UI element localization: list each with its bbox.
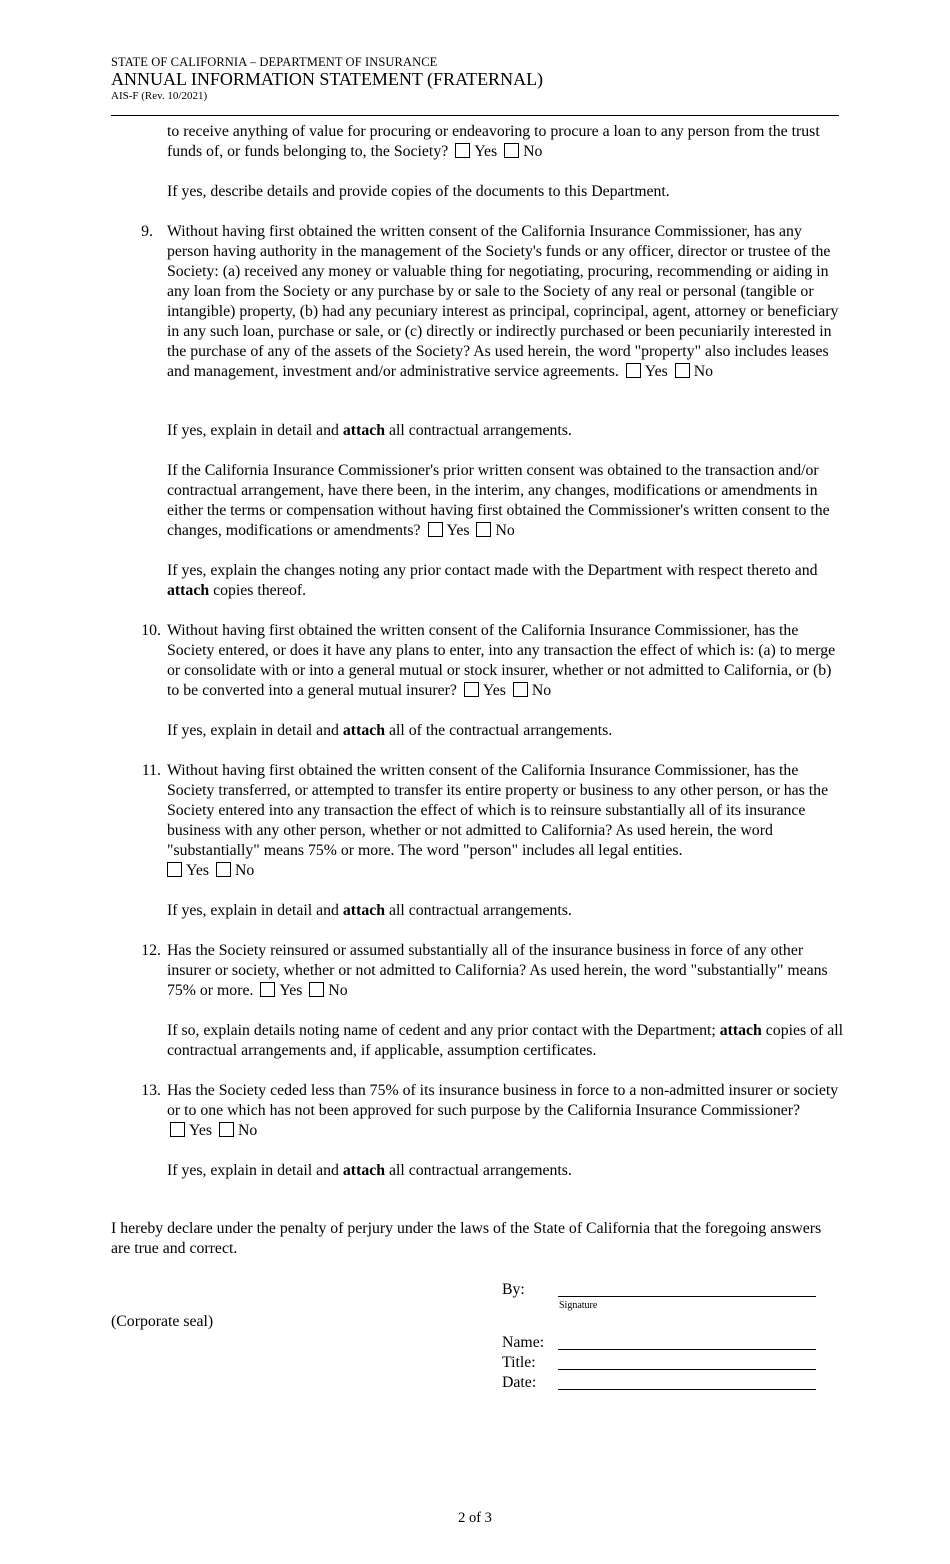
q12-followup-text: If so, explain details noting name of cedent and any prior contact with the Department;: [167, 1022, 716, 1039]
q9-followup-end: all contractual arrangements.: [388, 422, 572, 439]
title-field[interactable]: [558, 1369, 816, 1370]
q10-followup-text: If yes, explain in detail and: [167, 722, 339, 739]
q8-continued: [167, 122, 847, 162]
q13-yes-label: Yes: [189, 1122, 212, 1139]
date-label: Date:: [502, 1374, 537, 1391]
q12-yes-label: Yes: [279, 982, 303, 999]
q11-no-checkbox[interactable]: [216, 862, 231, 877]
by-label: By:: [502, 1281, 525, 1298]
q12-followup-end: copies of all contractual arrangements and, if applicable, assumption certificates.: [167, 1022, 843, 1059]
q10-followup: [167, 721, 847, 741]
q13-text: Has the Society ceded less than 75% of its insurance business in force to a non-admitted insurer or society or to one which has not been approved for such purpose by the California Insurance Commissioner?: [167, 1082, 839, 1119]
name-label: Name:: [502, 1334, 545, 1351]
q9-followup-attach: attach: [342, 422, 386, 439]
q13-followup-attach: attach: [342, 1162, 386, 1179]
q11-question: [167, 761, 847, 881]
q13-question: [167, 1081, 847, 1141]
q9-sub-question: [167, 461, 847, 541]
signature-field[interactable]: [558, 1296, 816, 1297]
q11-yes-label: Yes: [186, 862, 209, 879]
q13-followup-end: all contractual arrangements.: [388, 1162, 572, 1179]
q12-text: Has the Society reinsured or assumed substantially all of the insurance business in force of any other insurer or society, whether or not admitted to California? As used herein, the word "substantially" means 75% or more.: [167, 942, 828, 999]
q12-followup: [167, 1021, 847, 1061]
q10-no-checkbox[interactable]: [513, 682, 528, 697]
q9-sub-no-label: No: [495, 522, 515, 539]
q13-yes-checkbox[interactable]: [170, 1122, 185, 1137]
q13-no-checkbox[interactable]: [219, 1122, 234, 1137]
q10-no-label: No: [531, 682, 552, 699]
q9-no-checkbox[interactable]: [675, 363, 690, 378]
q9-number: 9.: [141, 223, 153, 240]
q11-yes-checkbox[interactable]: [167, 862, 182, 877]
q10-followup-attach: attach: [342, 722, 386, 739]
form-header: [111, 55, 839, 103]
q9-sub-followup-end: copies thereof.: [213, 582, 307, 599]
header-divider: [111, 115, 839, 116]
q13-number: 13.: [141, 1082, 161, 1099]
q13-followup: [167, 1161, 847, 1181]
q13-no-label: No: [237, 1122, 258, 1139]
q9-sub-followup-text: If yes, explain the changes noting any prior contact made with the Department with respect thereto and: [167, 562, 818, 579]
q9-followup: [167, 421, 847, 441]
q9-sub-no-checkbox[interactable]: [476, 522, 491, 537]
q11-followup-end: all contractual arrangements.: [388, 902, 572, 919]
q11-text: Without having first obtained the written consent of the California Insurance Commissioner, has the Society transferred, or attempted to transfer its entire property or business to any other person, or has the Society entered into any transaction the effect of which is to reinsure substantially all of its insurance business with any other person, whether or not admitted to California? As used herein, the word "substantially" means 75% or more. The word "person" includes all legal entities.: [167, 762, 829, 859]
q10-text: Without having first obtained the written consent of the California Insurance Commissioner, has the Society entered, or does it have any plans to enter, into any transaction the effect of which is: (a) to merge or consolidate with or into a general mutual or stock insurer, whether or not admitted to California, or (b) to be converted into a general mutual insurer?: [167, 622, 836, 699]
q13-followup-text: If yes, explain in detail and: [167, 1162, 339, 1179]
q9-sub-followup-attach: attach: [167, 582, 210, 599]
q8-followup: If yes, describe details and provide copies of the documents to this Department.: [167, 183, 670, 200]
q12-no-checkbox[interactable]: [309, 982, 324, 997]
q11-followup-text: If yes, explain in detail and: [167, 902, 339, 919]
q12-yes-checkbox[interactable]: [260, 982, 275, 997]
q12-question: [167, 941, 847, 1001]
q9-no-label: No: [693, 363, 714, 380]
q8-text: to receive anything of value for procuring or endeavoring to procure a loan to any person from the trust funds of, or funds belonging to, the Society?: [167, 123, 820, 160]
q9-sub-yes-label: Yes: [446, 522, 470, 539]
q9-sub-text: If the California Insurance Commissioner's prior written consent was obtained to the transaction and/or contractual arrangement, have there been, in the interim, any changes, modifications or amendments in either the terms or compensation without having first obtained the Commissioner's written consent to the changes, modifications or amendments?: [167, 462, 830, 539]
q10-yes-label: Yes: [482, 682, 506, 699]
signature-caption: Signature: [559, 1300, 598, 1311]
q8-yes-label: Yes: [474, 143, 498, 160]
form-title: ANNUAL INFORMATION STATEMENT (FRATERNAL): [111, 69, 544, 89]
q10-followup-end: all of the contractual arrangements.: [388, 722, 613, 739]
q9-followup-text: If yes, explain in detail and: [167, 422, 339, 439]
q12-no-label: No: [328, 982, 348, 999]
q8-no-checkbox[interactable]: [504, 143, 519, 158]
corporate-seal-label: (Corporate seal): [111, 1313, 214, 1330]
q12-number: 12.: [141, 942, 161, 959]
form-revision: AIS-F (Rev. 10/2021): [111, 90, 208, 102]
perjury-declaration: I hereby declare under the penalty of perjury under the laws of the State of California that the foregoing answers are true and correct.: [111, 1220, 822, 1257]
title-label: Title:: [502, 1354, 536, 1371]
q9-sub-yes-checkbox[interactable]: [428, 522, 443, 537]
q11-followup: [167, 901, 847, 921]
q8-no-label: No: [523, 143, 543, 160]
q10-number: 10.: [141, 622, 161, 639]
q9-text: Without having first obtained the written consent of the California Insurance Commissioner, has any person having authority in the management of the Society's funds or any officer, director or trustee of the Society: (a) received any money or valuable thing for negotiating, procuring, recommending or aiding in any loan from the Society or any purchase by or sale to the Society of any real or personal (tangible or intangible) property, (b) had any pecuniary interest as principal, coprincipal, agent, attorney or beneficiary in any such loan, purchase or sale, or (c) directly or indirectly purchased or been pecuniarily interested in the purchase of any of the assets of the Society? As used herein, the word "property" also includes leases and management, investment and/or administrative service agreements.: [167, 223, 839, 380]
q8-yes-checkbox[interactable]: [455, 143, 470, 158]
q10-question: [167, 621, 847, 701]
q11-followup-attach: attach: [342, 902, 386, 919]
q10-yes-checkbox[interactable]: [464, 682, 479, 697]
q9-question: [167, 222, 847, 382]
q9-yes-label: Yes: [644, 363, 668, 380]
q11-number: 11.: [141, 762, 161, 779]
date-field[interactable]: [558, 1389, 816, 1390]
q11-no-label: No: [234, 862, 255, 879]
page-number: 2 of 3: [458, 1510, 492, 1526]
agency-name: STATE OF CALIFORNIA – DEPARTMENT OF INSURANCE: [111, 55, 438, 69]
q9-sub-followup: [167, 561, 847, 601]
q9-yes-checkbox[interactable]: [626, 363, 641, 378]
name-field[interactable]: [558, 1349, 816, 1350]
q12-followup-attach: attach: [719, 1022, 762, 1039]
